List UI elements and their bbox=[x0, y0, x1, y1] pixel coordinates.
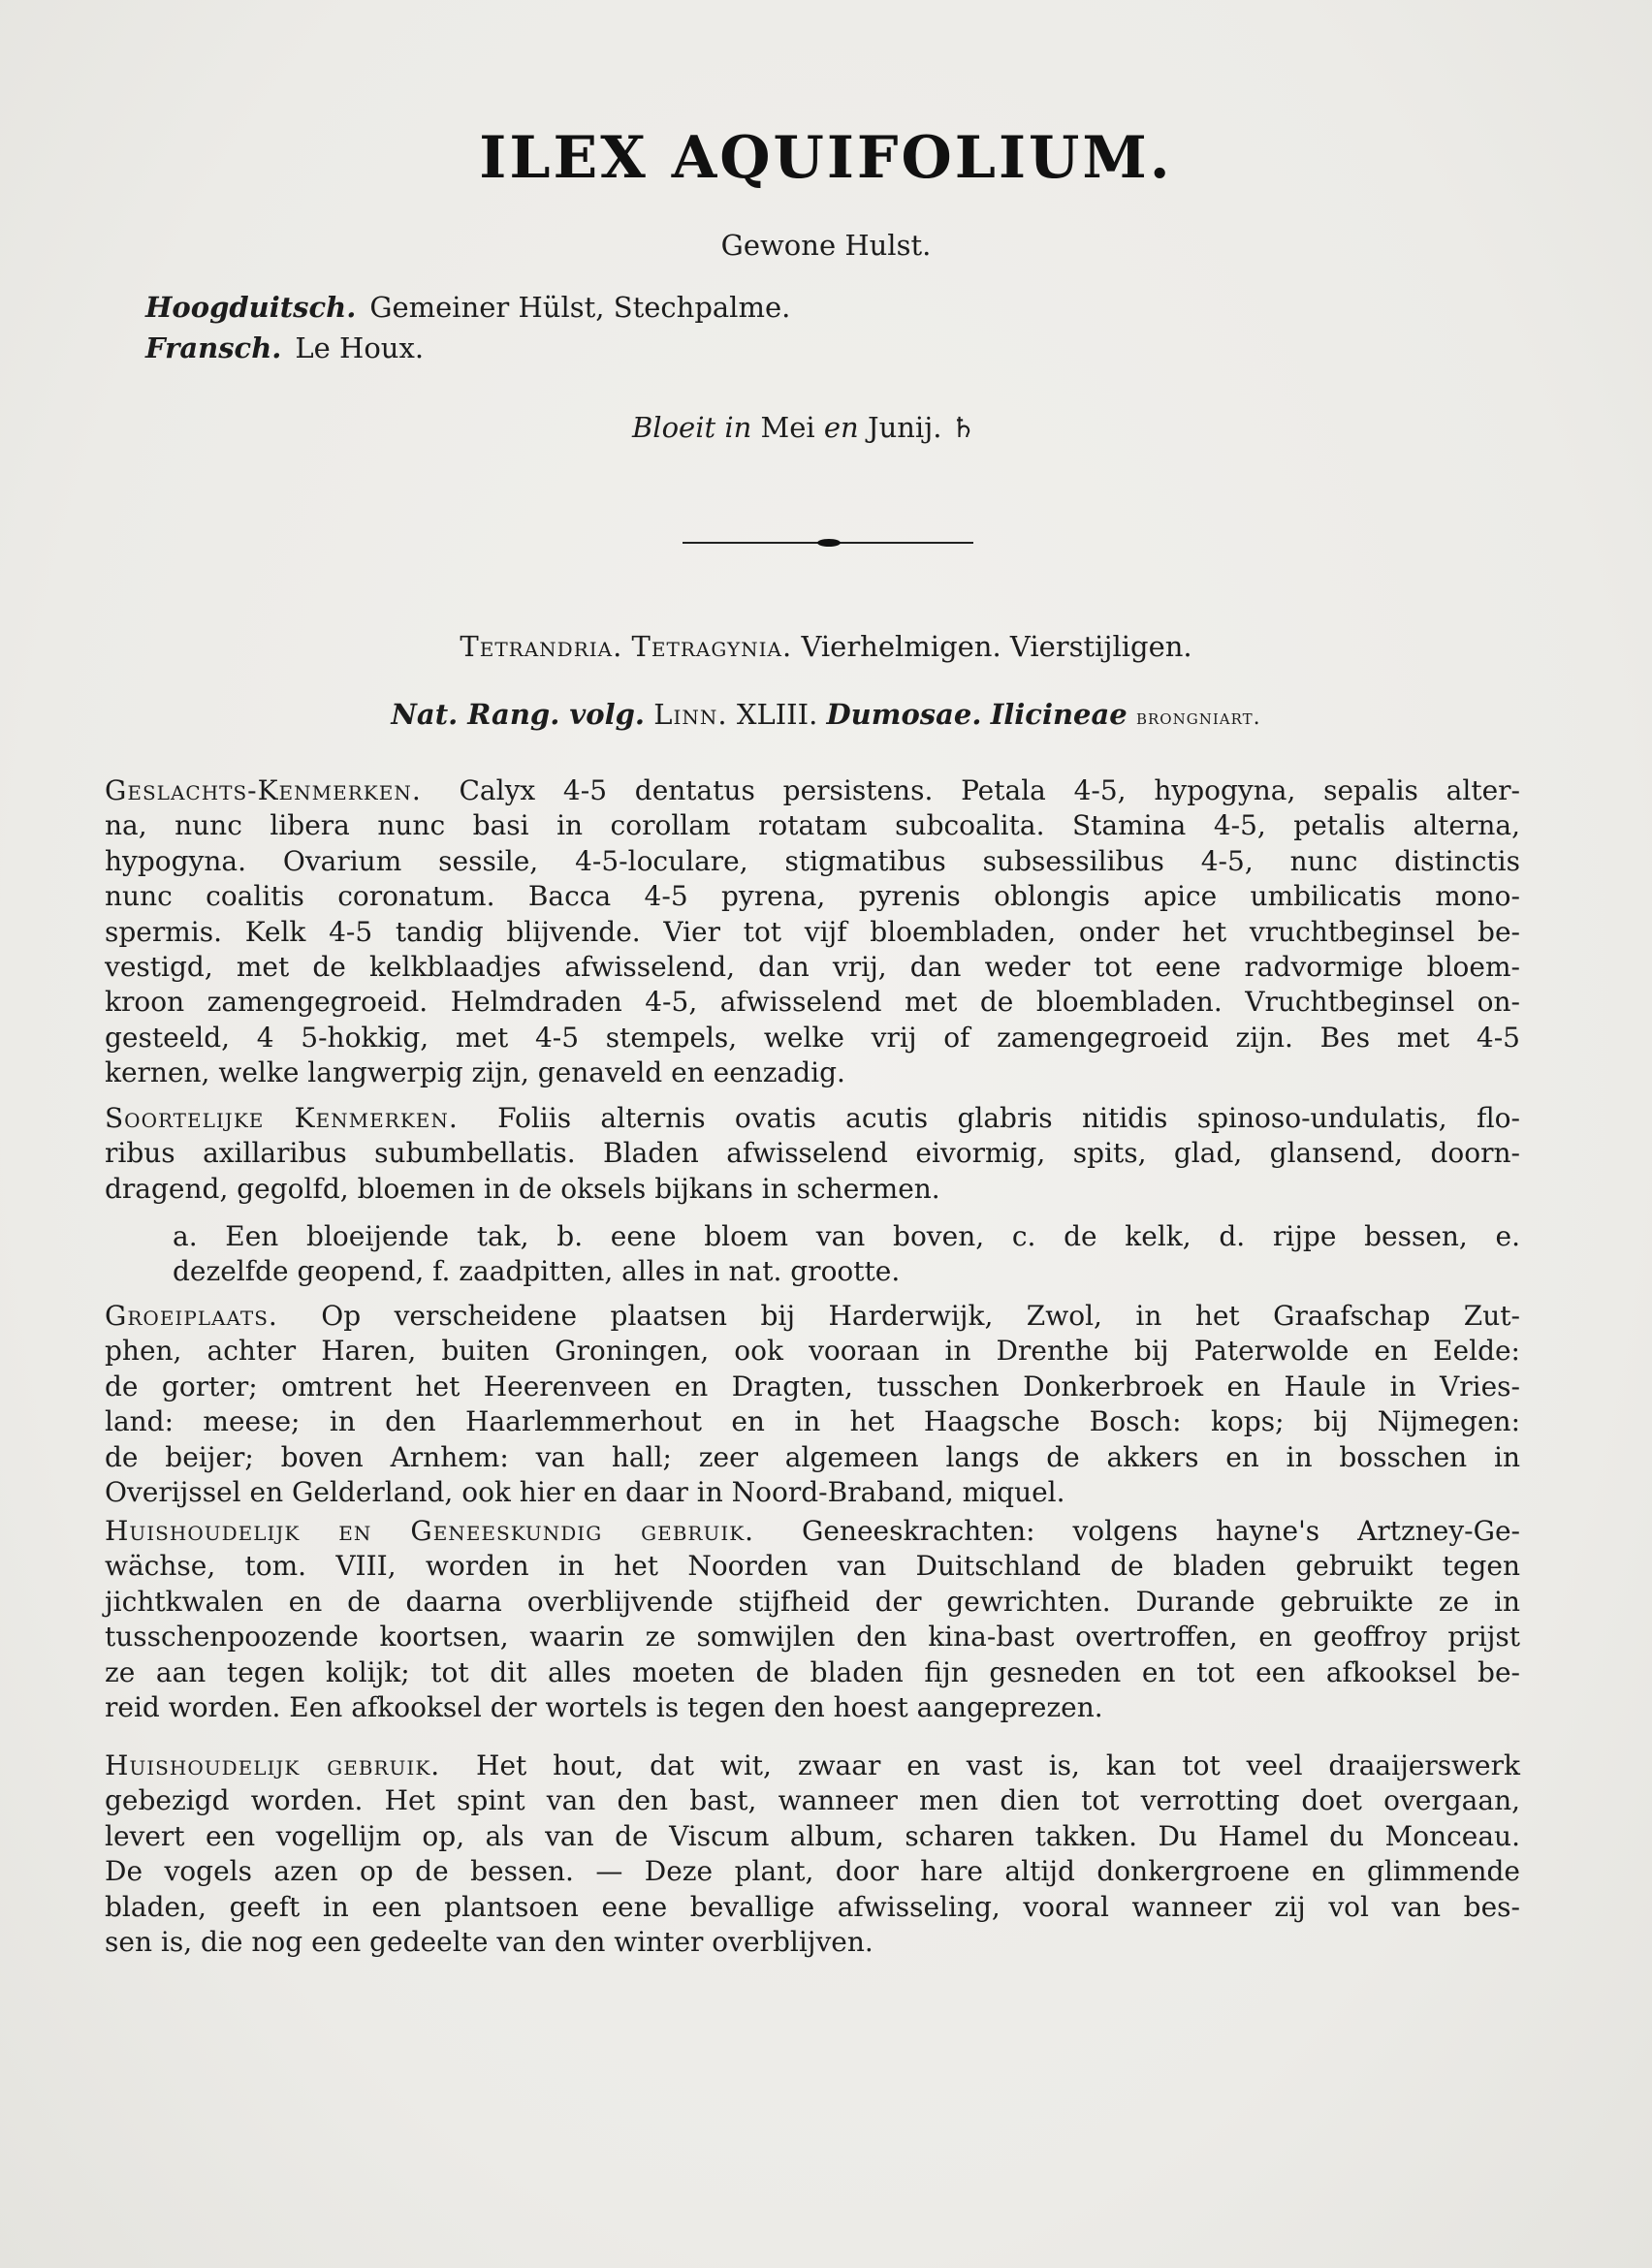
line-text: de beijer; boven Arnhem: van hall; zeer algemeen langs de akkers en in bosschen in bbox=[105, 1440, 1520, 1473]
bloom-month: Mei bbox=[760, 411, 815, 444]
text-line bbox=[173, 1254, 1520, 1289]
line-text: ribus axillaribus subumbellatis. Bladen afwisselend eivormig, spits, glad, glansend, doorn- bbox=[105, 1137, 1520, 1170]
line-text: gesteeld, 4 5-hokkig, met 4-5 stempels, welke vrij of zamengegroeid zijn. Bes met 4-5 bbox=[105, 1021, 1520, 1054]
line-text: dezelfde geopend, f. zaadpitten, alles in nat. grootte. bbox=[173, 1255, 901, 1288]
section-heading: Groeiplaats. bbox=[105, 1300, 278, 1332]
vernacular-french bbox=[145, 331, 424, 364]
line-text: Geneeskrachten: volgens hayne's Artzney-Ge- bbox=[802, 1515, 1520, 1547]
divider-ornament bbox=[817, 539, 841, 547]
text-line bbox=[105, 808, 1520, 843]
text-line bbox=[105, 1299, 1520, 1334]
line-text: na, nunc libera nunc basi in corollam rotatam subcoalita. Stamina 4-5, petalis alterna, bbox=[105, 809, 1520, 842]
line-text: dragend, gegolfd, bloemen in de oksels bijkans in schermen. bbox=[105, 1172, 940, 1205]
line-text: a. Een bloeijende tak, b. eene bloem van boven, c. de kelk, d. rijpe bessen, e. bbox=[173, 1220, 1520, 1252]
text-line bbox=[105, 1172, 1520, 1207]
genus-characters bbox=[105, 773, 1520, 1091]
line-text: sen is, die nog een gedeelte van den winter overblijven. bbox=[105, 1926, 874, 1959]
text-line bbox=[105, 950, 1520, 985]
common-name: Gewone Hulst. bbox=[720, 229, 932, 262]
line-text: kernen, welke langwerpig zijn, genaveld en eenzadig. bbox=[105, 1056, 845, 1089]
natural-rank bbox=[0, 698, 1652, 731]
text-line bbox=[105, 1620, 1520, 1654]
text-line bbox=[105, 1549, 1520, 1584]
line-text: jichtkwalen en de daarna overblijvende stijfheid der gewrichten. Durande gebruikte ze in bbox=[105, 1585, 1520, 1618]
system-dutch: Vierhelmigen. Vierstijligen. bbox=[801, 630, 1192, 663]
line-text: phen, achter Haren, buiten Groningen, ook vooraan in Drenthe bij Paterwolde en Eelde: bbox=[105, 1335, 1520, 1368]
text-line bbox=[105, 985, 1520, 1020]
line-text: land: meese; in den Haarlemmerhout en in het Haagsche Bosch: kops; bij Nijmegen: bbox=[105, 1405, 1520, 1438]
species-characters bbox=[105, 1101, 1520, 1207]
line-text: ze aan tegen kolijk; tot dit alles moeten de bladen fijn gesneden en tot een afkooksel be- bbox=[105, 1655, 1520, 1688]
line-text: de gorter; omtrent het Heerenveen en Dragten, tusschen Donkerbroek en Haule in Vries- bbox=[105, 1370, 1520, 1402]
section-heading: Huishoudelijk gebruik. bbox=[105, 1749, 441, 1781]
text-line bbox=[105, 879, 1520, 914]
line-text: Het hout, dat wit, zwaar en vast is, kan tot veel draaijerswerk bbox=[476, 1749, 1520, 1781]
vernacular-text: Le Houx. bbox=[295, 331, 425, 364]
text-line bbox=[105, 1101, 1520, 1136]
bloom-label: Bloeit bbox=[632, 411, 716, 444]
habitat bbox=[105, 1299, 1520, 1510]
line-text: spermis. Kelk 4-5 tandig blijvende. Vier tot vijf bloembladen, onder het vruchtbeginsel be- bbox=[105, 915, 1520, 948]
medicinal-use bbox=[105, 1514, 1520, 1725]
bloom-month: Junij. bbox=[867, 411, 942, 444]
line-text: vestigd, met de kelkblaadjes afwisselend, dan vrij, dan weder tot eene radvormige bloem- bbox=[105, 951, 1520, 984]
line-text: tusschenpoozende koortsen, waarin ze somwijlen den kina-bast overtroffen, en geoffroy prijst bbox=[105, 1621, 1520, 1654]
text-line bbox=[105, 1370, 1520, 1404]
text-line bbox=[105, 1655, 1520, 1690]
text-line bbox=[105, 773, 1520, 808]
text-line bbox=[105, 1021, 1520, 1055]
bloom-label: in bbox=[724, 411, 752, 444]
rank-family: Ilicineae bbox=[990, 698, 1128, 731]
linnaean-system bbox=[0, 630, 1652, 663]
vernacular-lang: Hoogduitsch. bbox=[145, 291, 357, 324]
line-text: Foliis alternis ovatis acutis glabris nitidis spinoso-undulatis, flo- bbox=[497, 1102, 1520, 1134]
rank-label: Nat. Rang. volg. bbox=[391, 698, 645, 731]
line-text: gebezigd worden. Het spint van den bast, wanneer men dien tot verrotting doet overgaan, bbox=[105, 1784, 1520, 1817]
text-line bbox=[105, 1925, 1520, 1960]
line-text: Op verscheidene plaatsen bij Harderwijk, Zwol, in het Graafschap Zut- bbox=[321, 1300, 1520, 1332]
line-text: Overijssel en Gelderland, ook hier en daar in Noord-Braband, miquel. bbox=[105, 1476, 1065, 1509]
text-line bbox=[105, 1514, 1520, 1549]
section-heading: Soortelijke Kenmerken. bbox=[105, 1102, 459, 1134]
page-title: ILEX AQUIFOLIUM. bbox=[479, 124, 1173, 192]
rank-group: Dumosae. bbox=[826, 698, 982, 731]
system-order: Tetragynia. bbox=[631, 630, 793, 663]
system-class: Tetrandria. bbox=[460, 630, 623, 663]
text-line bbox=[105, 1440, 1520, 1475]
vernacular-german bbox=[145, 291, 790, 324]
text-line bbox=[105, 1783, 1520, 1818]
text-line bbox=[105, 1890, 1520, 1925]
figure-legend bbox=[173, 1219, 1520, 1290]
perennial-symbol-icon: ♄ bbox=[950, 411, 976, 444]
text-line bbox=[105, 1854, 1520, 1889]
line-text: Calyx 4-5 dentatus persistens. Petala 4-5, hypogyna, sepalis alter- bbox=[459, 774, 1520, 806]
line-text: levert een vogellijm op, als van de Viscum album, scharen takken. Du Hamel du Monceau. bbox=[105, 1819, 1520, 1852]
bloom-label: en bbox=[823, 411, 859, 444]
text-line bbox=[173, 1219, 1520, 1254]
line-text: kroon zamengegroeid. Helmdraden 4-5, afwisselend met de bloembladen. Vruchtbeginsel on- bbox=[105, 986, 1520, 1019]
bloom-period bbox=[632, 411, 976, 444]
text-line bbox=[105, 1404, 1520, 1439]
text-line bbox=[105, 1055, 1520, 1090]
text-line bbox=[105, 1136, 1520, 1171]
line-text: hypogyna. Ovarium sessile, 4-5-loculare, stigmatibus subsessilibus 4-5, nunc distinctis bbox=[105, 844, 1520, 877]
text-line bbox=[105, 1690, 1520, 1725]
rank-author: Linn. bbox=[653, 698, 728, 731]
line-text: wächse, tom. VIII, worden in het Noorden van Duitschland de bladen gebruikt tegen bbox=[105, 1550, 1520, 1583]
rank-family-author: brongniart. bbox=[1135, 706, 1261, 730]
line-text: bladen, geeft in een plantsoen eene bevallige afwisseling, vooral wanneer zij vol van bes- bbox=[105, 1890, 1520, 1923]
text-line bbox=[105, 1819, 1520, 1854]
section-heading: Geslachts-Kenmerken. bbox=[105, 774, 422, 806]
household-use bbox=[105, 1748, 1520, 1960]
text-line bbox=[105, 1748, 1520, 1783]
line-text: reid worden. Een afkooksel der wortels is tegen den hoest aangeprezen. bbox=[105, 1691, 1103, 1724]
text-line bbox=[105, 1334, 1520, 1369]
rank-number: XLIII. bbox=[736, 698, 818, 731]
text-line bbox=[105, 1475, 1520, 1510]
text-line bbox=[105, 915, 1520, 950]
vernacular-lang: Fransch. bbox=[145, 331, 282, 364]
text-line bbox=[105, 844, 1520, 879]
line-text: De vogels azen op de bessen. — Deze plant, door hare altijd donkergroene en glimmende bbox=[105, 1855, 1520, 1888]
vernacular-text: Gemeiner Hülst, Stechpalme. bbox=[369, 291, 791, 324]
line-text: nunc coalitis coronatum. Bacca 4-5 pyrena, pyrenis oblongis apice umbilicatis mono- bbox=[105, 880, 1520, 913]
section-heading: Huishoudelijk en Geneeskundig gebruik. bbox=[105, 1515, 755, 1547]
text-line bbox=[105, 1585, 1520, 1620]
